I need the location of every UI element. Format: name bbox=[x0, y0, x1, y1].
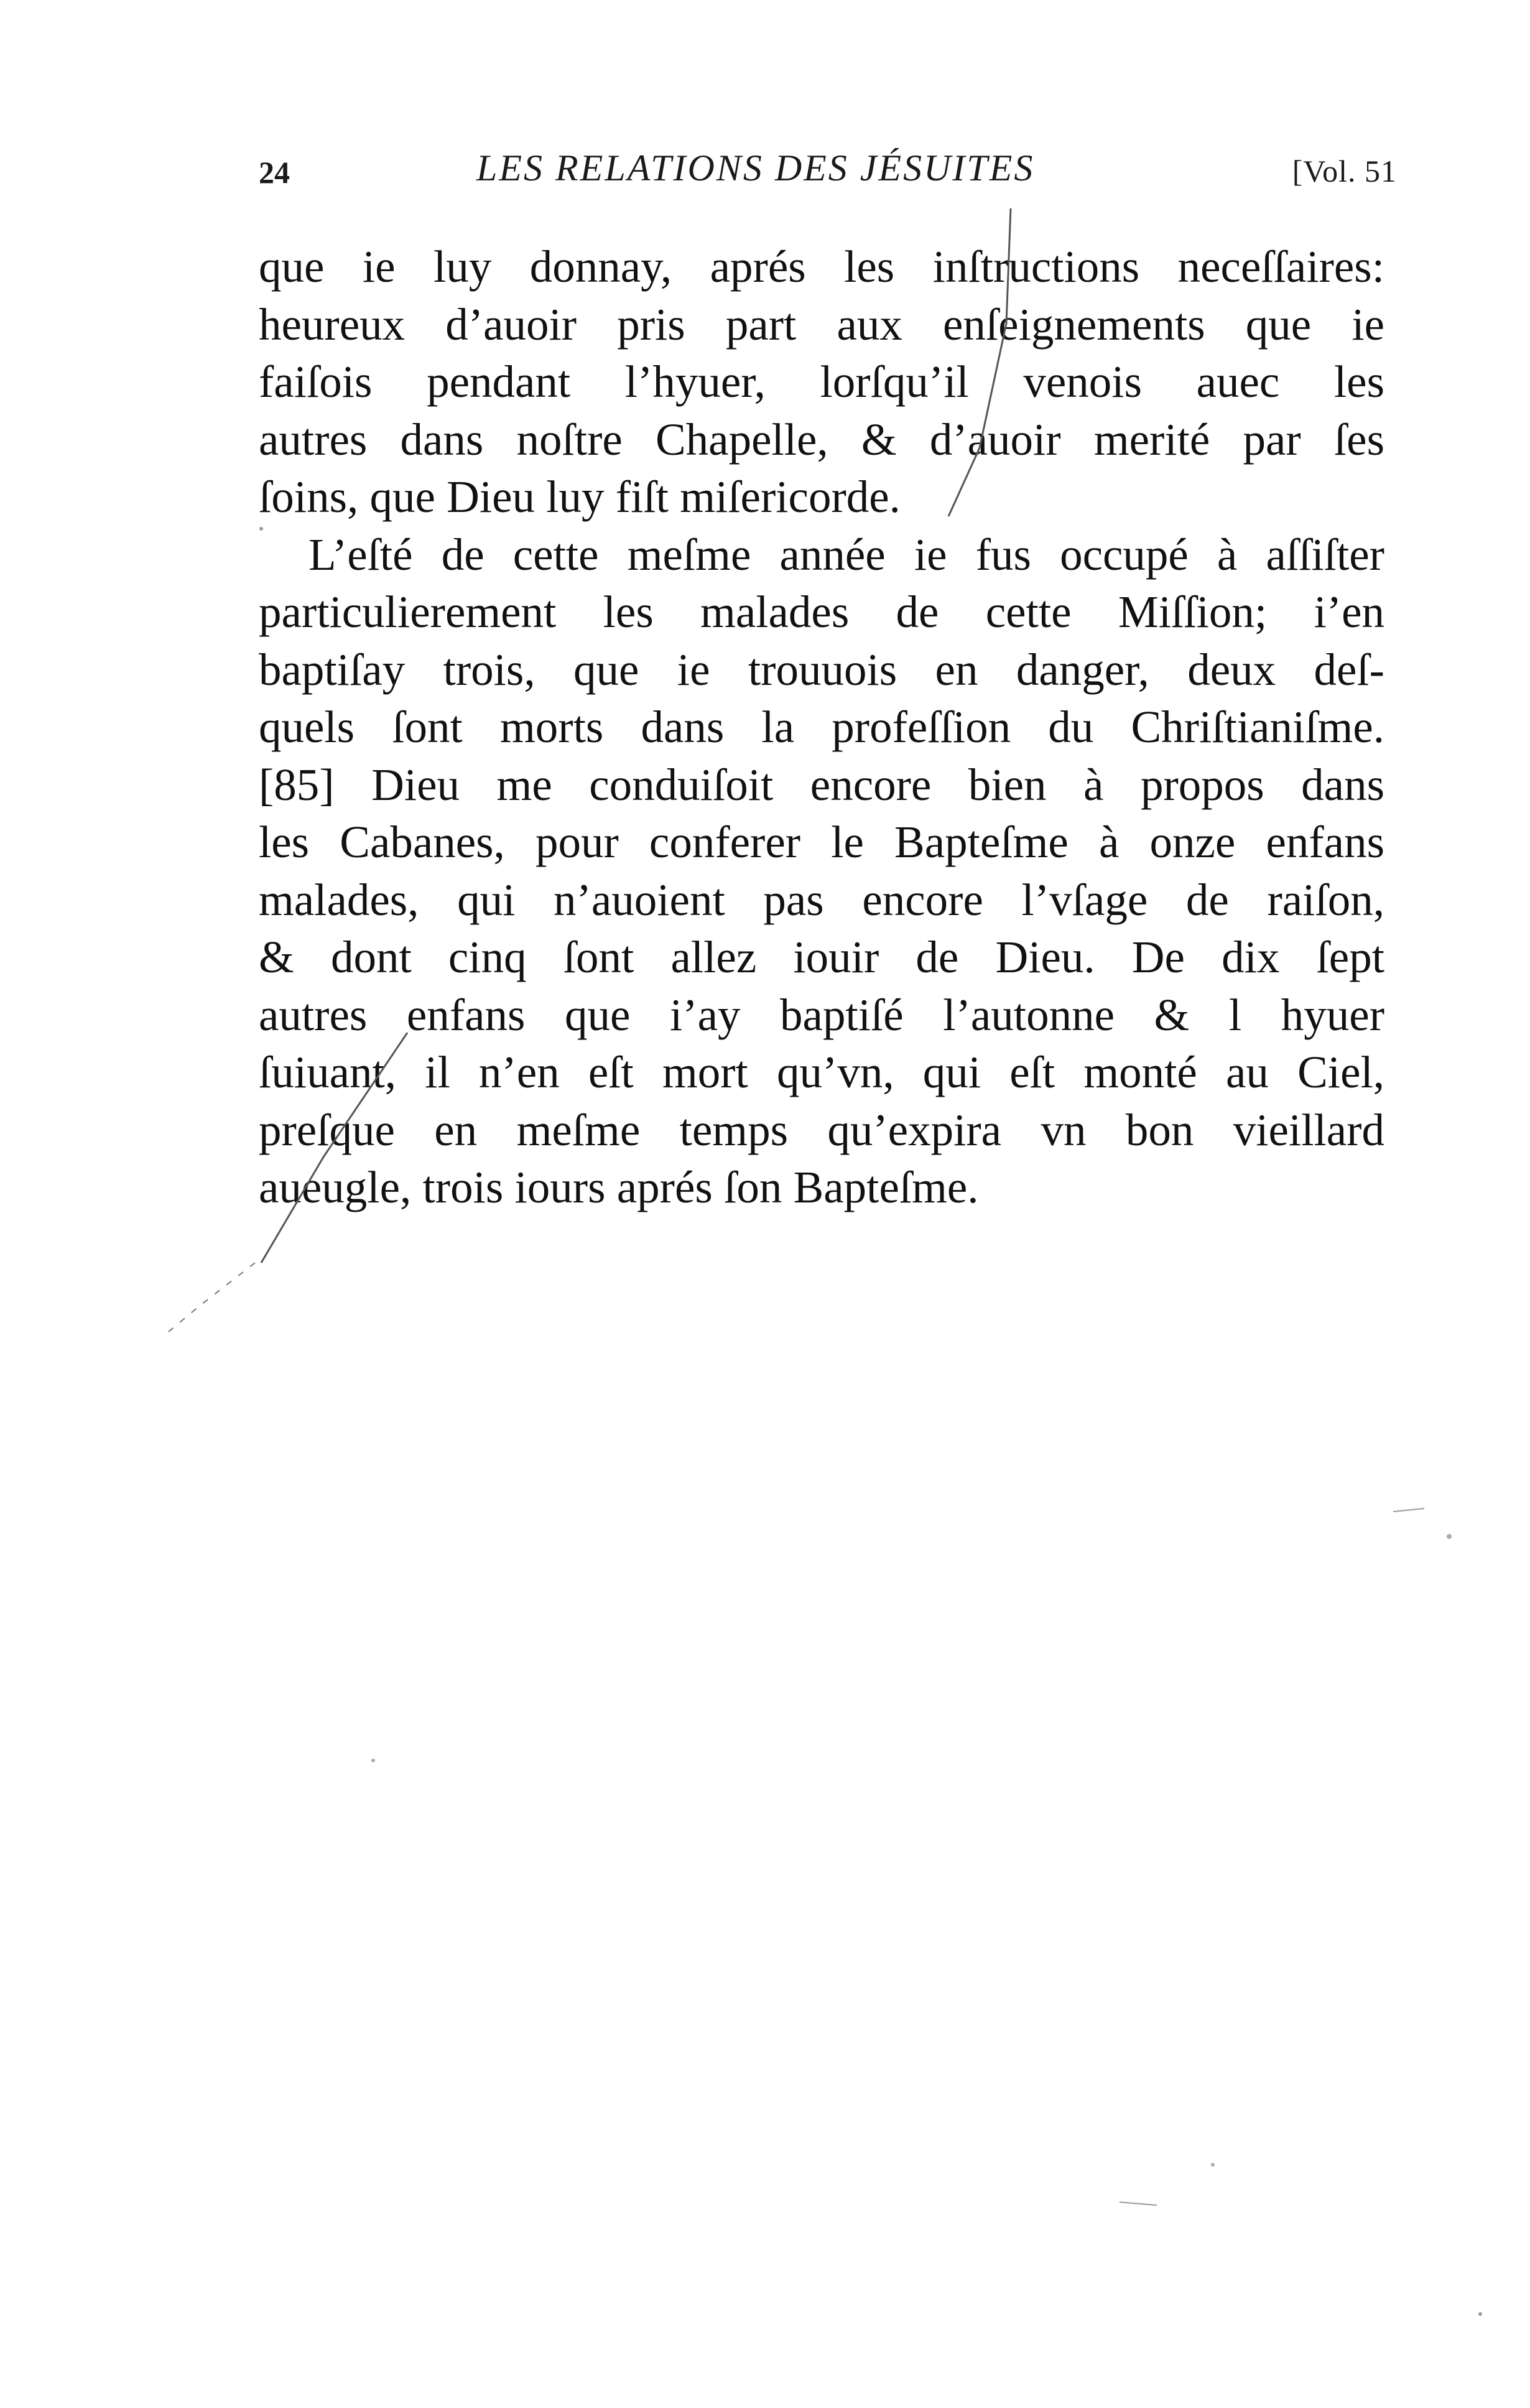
body-text bbox=[259, 238, 1384, 1217]
specks bbox=[371, 1759, 375, 1762]
paragraph-2 bbox=[259, 526, 1384, 1217]
specks bbox=[1447, 1534, 1452, 1539]
paragraph-1 bbox=[259, 238, 1384, 526]
page-number: 24 bbox=[259, 155, 290, 190]
text-line: ſoins, que Dieu luy fiſt miſericorde. bbox=[259, 472, 901, 522]
specks bbox=[1120, 1508, 1424, 2205]
running-title: LES RELATIONS DES JÉSUITES bbox=[476, 147, 1035, 188]
text-line: & dont cinq ſont allez iouir de Dieu. De dix ſept bbox=[259, 932, 1384, 982]
pencil-stroke bbox=[162, 1263, 255, 1337]
volume-label: [Vol. 51 bbox=[1292, 154, 1397, 188]
text-line: ſuiuant, il n’en eſt mort qu’vn, qui eſt monté au Ciel, bbox=[259, 1047, 1384, 1097]
text-line: que ie luy donnay, aprés les inſtructions neceſſaires: bbox=[259, 241, 1384, 292]
text-line: quels ſont morts dans la profeſſion du Chriſtianiſme. bbox=[259, 702, 1384, 752]
text-line: autres dans noſtre Chapelle, & d’auoir merité par ſes bbox=[259, 414, 1384, 465]
specks bbox=[1211, 2163, 1215, 2167]
text-line: heureux d’auoir pris part aux enſeignements que ie bbox=[259, 299, 1384, 350]
text-line: preſque en meſme temps qu’expira vn bon vieillard bbox=[259, 1104, 1384, 1155]
specks bbox=[1478, 2312, 1482, 2316]
text-line: particulierement les malades de cette Miſſion; i’en bbox=[259, 587, 1384, 637]
text-line: faiſois pendant l’hyuer, lorſqu’il venois auec les bbox=[259, 356, 1384, 407]
text-line: baptiſay trois, que ie trouuois en danger, deux deſ- bbox=[259, 644, 1384, 695]
text-line: autres enfans que i’ay baptiſé l’autonne & l hyuer bbox=[259, 989, 1384, 1040]
running-head bbox=[259, 147, 1397, 203]
text-line: les Cabanes, pour conferer le Bapteſme à onze enfans bbox=[259, 817, 1384, 867]
text-line: [85] Dieu me conduiſoit encore bien à propos dans bbox=[259, 759, 1384, 810]
text-line: L’eſté de cette meſme année ie fus occupé à aſſiſter bbox=[308, 529, 1384, 580]
text-line: malades, qui n’auoient pas encore l’vſage de raiſon, bbox=[259, 874, 1384, 925]
text-line: aueugle, trois iours aprés ſon Bapteſme. bbox=[259, 1162, 979, 1212]
